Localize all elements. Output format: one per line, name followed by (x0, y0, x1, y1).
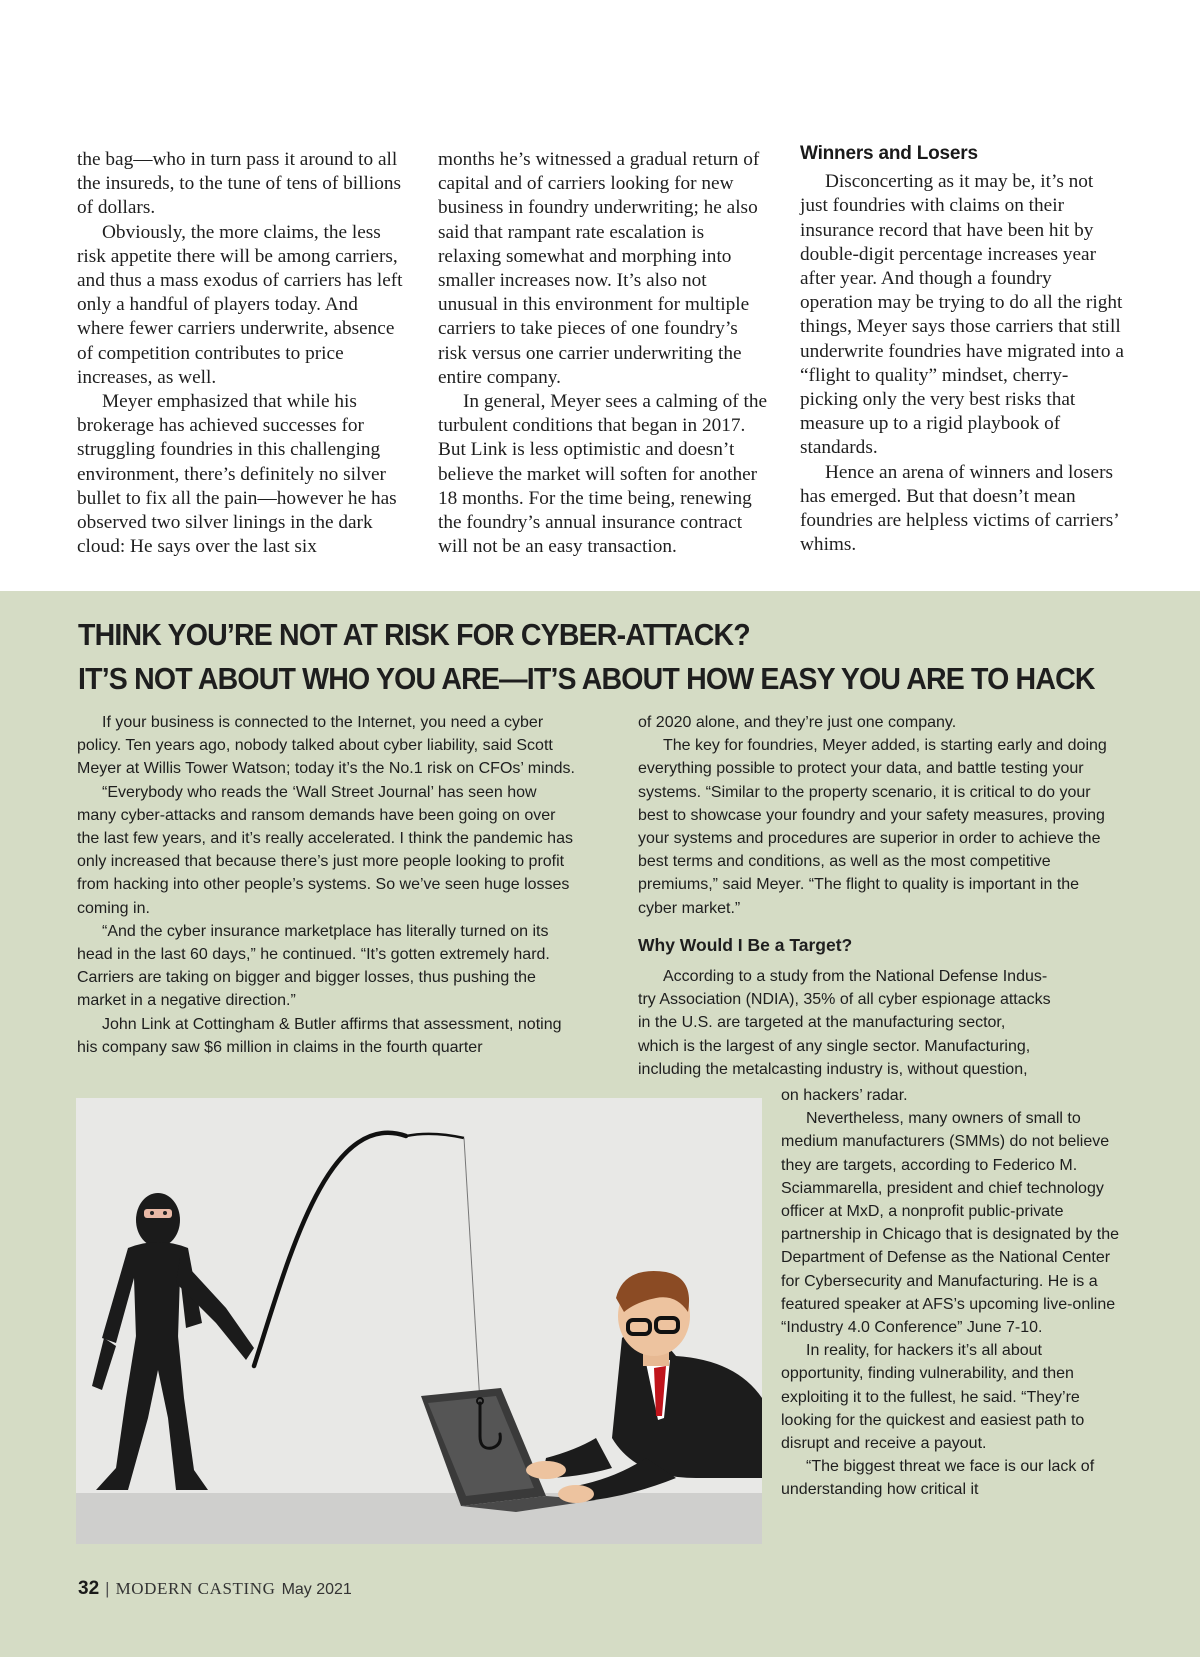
article-column-3 (800, 142, 1125, 557)
sidebar-paragraph: Nevertheless, many owners of small to medium manufacturers (SMMs) do not believe they are targets, according to Federico M. Sciammarella, president and chief technology officer at MxD, a nonprofit public-private partnership in Chicago that is designated by the Department of Defense as the National Center for Cybersecurity and Manufacturing. He is a featured speaker at AFS’s upcoming live-online “Industry 4.0 Conference” June 7-10. (781, 1110, 1119, 1337)
article-column-1 (77, 148, 407, 559)
page-footer (78, 1578, 352, 1600)
sidebar-paragraph: In reality, for hackers it’s all about opportunity, finding vulnerability, and then exploiting it to the fullest, he said. “They’re looking for the quickest and easiest path to disrupt and receive a payout. (781, 1342, 1085, 1453)
sidebar-paragraph: If your business is connected to the Internet, you need a cyber policy. Ten years ago, nobody talked about cyber liability, said Scott Meyer at Willis Tower Watson; today it’s the No.1 risk on CFOs’ minds. (77, 714, 575, 778)
page-number: 32 (78, 1578, 100, 1599)
sidebar-headline-line-1: THINK YOU’RE NOT AT RISK FOR CYBER-ATTACK? (78, 617, 750, 652)
sidebar-paragraph: The key for foundries, Meyer added, is starting early and doing everything possible to protect your data, and battle testing your systems. “Similar to the property scenario, it is critical to do your best to showcase your foundry and your safety measures, proving your systems and procedures are superior in order to achieve the best terms and conditions, as well as the most competitive premiums,” said Meyer. “The flight to quality is important in the cyber market.” (638, 737, 1107, 917)
article-paragraph: Meyer emphasized that while his brokerage has achieved successes for struggling foundries in this challenging environment, there’s definitely no silver bullet to fix all the pain—however he has observed two silver linings in the dark cloud: He says over the last six (77, 391, 397, 558)
sidebar-paragraph: John Link at Cottingham & Butler affirms that assessment, noting his company saw $6 million in claims in the fourth quarter (77, 1015, 562, 1056)
article-paragraph: the bag—who in turn pass it around to all the insureds, to the tune of tens of billions of dollars. (77, 149, 401, 219)
sidebar-paragraph-line: According to a study from the National Defense Indus- (663, 968, 1048, 986)
sidebar-paragraph: “The biggest threat we face is our lack of understanding how critical it (781, 1458, 1095, 1499)
article-paragraph: In general, Meyer sees a calming of the turbulent conditions that began in 2017. But Link is less optimistic and doesn’t believe the market will soften for another 18 months. For the time being, renewing the foundry’s annual insurance contract will not be an easy transaction. (438, 391, 768, 558)
article-paragraph: Disconcerting as it may be, it’s not just foundries with claims on their insurance record that have been hit by double-digit percentage increases year after year. And though a foundry operation may be trying to do all the right things, Meyer says those carriers that still underwrite foundries have migrated into a “flight to quality” mindset, cherry-picking only the very best risks that measure up to a rigid playbook of standards. (800, 171, 1124, 459)
sidebar-headline (78, 613, 1095, 701)
article-column-2 (438, 148, 768, 559)
sidebar-headline-line-2: IT’S NOT ABOUT WHO YOU ARE—IT’S ABOUT HOW EASY YOU ARE TO HACK (78, 661, 1095, 696)
sidebar-paragraph-line: including the metalcasting industry is, without question, (638, 1060, 1028, 1078)
section-heading-why-target: Why Would I Be a Target? (638, 934, 853, 955)
footer-separator: | (105, 1579, 110, 1598)
sidebar-paragraph-line: which is the largest of any single sector. Manufacturing, (638, 1037, 1031, 1055)
magazine-name: MODERN CASTING (115, 1579, 276, 1598)
sidebar-paragraph: of 2020 alone, and they’re just one company. (638, 714, 957, 731)
phishing-hacker-illustration (76, 1098, 762, 1544)
article-paragraph: months he’s witnessed a gradual return of capital and of carriers looking for new business in foundry underwriting; he also said that rampant rate escalation is relaxing somewhat and morphing into smaller increases now. It’s also not unusual in this environment for multiple carriers to take pieces of one foundry’s risk versus one carrier underwriting the entire company. (438, 149, 760, 388)
sidebar-column-1 (77, 711, 577, 1059)
sidebar-paragraph-line: try Association (NDIA), 35% of all cyber espionage attacks (638, 991, 1051, 1009)
sidebar-paragraph: on hackers’ radar. (781, 1087, 908, 1104)
section-heading-winners-losers: Winners and Losers (800, 143, 978, 164)
sidebar-paragraph-line: in the U.S. are targeted at the manufacturing sector, (638, 1014, 1006, 1032)
sidebar-paragraph: “And the cyber insurance marketplace has literally turned on its head in the last 60 days,” he continued. “It’s gotten extremely hard. Carriers are taking on bigger and bigger losses, thus pushing the market in a negative direction.” (77, 922, 550, 1010)
sidebar-paragraph: “Everybody who reads the ‘Wall Street Journal’ has seen how many cyber-attacks and ransom demands have been going on over the last few years, and it’s really accelerated. I think the pandemic has only increased that because there’s just more people looking to profit from hacking into other people’s systems. So we’ve seen huge losses coming in. (77, 783, 573, 917)
article-paragraph: Obviously, the more claims, the less risk appetite there will be among carriers, and thus a mass exodus of carriers has left only a handful of players today. And where fewer carriers underwrite, absence of competition contributes to price increases, as well. (77, 221, 403, 388)
sidebar-column-2 (638, 711, 1118, 1081)
article-paragraph: Hence an arena of winners and losers has emerged. But that doesn’t mean foundries are helpless victims of carriers’ whims. (800, 461, 1119, 556)
issue-date: May 2021 (281, 1581, 352, 1598)
sidebar-column-3 (781, 1084, 1126, 1502)
